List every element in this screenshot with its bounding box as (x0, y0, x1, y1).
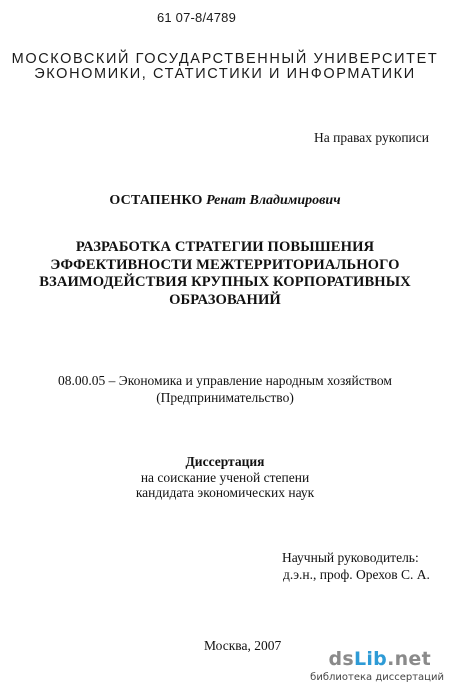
author-given-names: Ренат Владимирович (206, 193, 341, 208)
degree-line: кандидата экономических наук (135, 485, 315, 500)
watermark-brand (328, 648, 431, 670)
specialty (0, 372, 450, 406)
title-line: ВЗАИМОДЕЙСТВИЯ КРУПНЫХ КОРПОРАТИВНЫХ (39, 274, 411, 290)
archive-code: 61 07-8/4789 (157, 10, 237, 25)
specialty-line: (Предпринимательство) (156, 390, 294, 405)
university-name-line2: ЭКОНОМИКИ, СТАТИСТИКИ И ИНФОРМАТИКИ (34, 66, 416, 82)
title-line: ЭФФЕКТИВНОСТИ МЕЖТЕРРИТОРИАЛЬНОГО (50, 256, 400, 273)
specialty-line: 08.00.05 – Экономика и управление народным хозяйством (58, 373, 392, 388)
rights-notice: На правах рукописи (313, 130, 429, 145)
university-name-line1: МОСКОВСКИЙ ГОСУДАРСТВЕННЫЙ УНИВЕРСИТЕТ (11, 51, 439, 67)
title-line: ОБРАЗОВАНИЙ (169, 291, 281, 308)
watermark-brand-part: Lib (353, 648, 388, 670)
author-name (0, 193, 450, 209)
city-year: Москва, 2007 (204, 638, 282, 653)
watermark-subtitle: библиотека диссертаций (310, 672, 444, 683)
dissertation-title (0, 239, 450, 309)
watermark-brand-part: .net (387, 648, 431, 670)
degree-block (0, 454, 450, 501)
watermark-logo (310, 648, 444, 688)
degree-kind: Диссертация (185, 454, 265, 469)
advisor-name: д.э.н., проф. Орехов С. А. (283, 567, 430, 582)
author-surname: ОСТАПЕНКО (109, 193, 203, 208)
degree-line: на соискание ученой степени (140, 469, 310, 485)
title-line: РАЗРАБОТКА СТРАТЕГИИ ПОВЫШЕНИЯ (75, 239, 375, 255)
advisor-block (282, 549, 430, 583)
watermark-brand-part: ds (328, 648, 354, 670)
advisor-label: Научный руководитель: (282, 550, 419, 565)
